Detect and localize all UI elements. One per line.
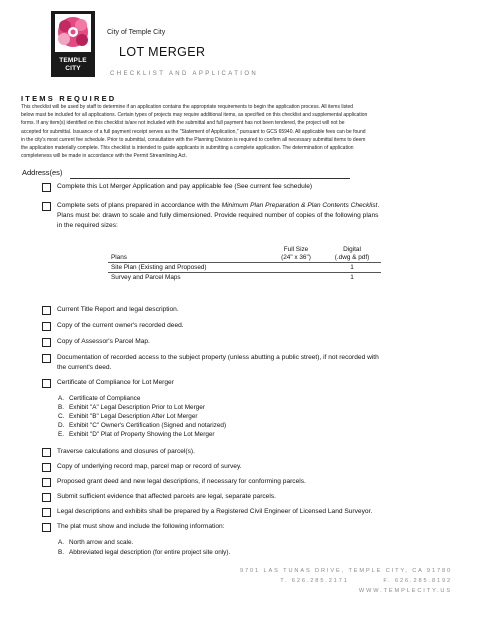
col-full-size-label: Full Size (283, 246, 309, 253)
plan-checklist-title: Minimum Plan Preparation & Plan Contents Checklist (221, 202, 378, 209)
item-owner-deed: Copy of the current owner's recorded deed. (57, 322, 184, 329)
intro-line: below must be included for all applications. Certain types of projects may require additional items, as specified on this checklist and supplemental application (21, 112, 368, 119)
items-required-heading: ITEMS REQUIRED (21, 94, 117, 103)
checkbox-title-report[interactable] (42, 306, 51, 315)
checkbox-certificate[interactable] (42, 379, 51, 388)
document-title: LOT MERGER (119, 45, 206, 59)
document-subtitle: CHECKLIST AND APPLICATION (110, 71, 259, 77)
col-digital-format: (.dwg & pdf) (334, 254, 370, 261)
item-access-line2: the current's deed. (57, 364, 112, 371)
list-text: North arrow and scale. (69, 539, 134, 546)
item-plat-requirements: The plat must show and include the following information: (57, 523, 225, 530)
plan-digital-count: 1 (350, 274, 354, 281)
intro-line: forms. If any item(s) identified on this checklist is/are not included with the submittal and full payment has not been tendered, the project will not be (21, 120, 345, 127)
list-item (58, 421, 226, 430)
logo-text-city: CITY (65, 65, 81, 72)
address-field[interactable] (70, 178, 350, 179)
item-access-documentation (57, 353, 462, 373)
item-plan-sets-line1 (57, 201, 462, 211)
col-header-full-size (269, 246, 323, 263)
item-plan-sets-period: . (377, 202, 380, 209)
list-letter: B. (58, 549, 65, 556)
checkbox-parcel-map[interactable] (42, 338, 51, 347)
logo-text-temple: TEMPLE (59, 57, 87, 64)
item-plan-sets-line3: in the required sizes: (57, 222, 118, 229)
plan-digital-count: 1 (323, 263, 381, 273)
item-application-fee: Complete this Lot Merger Application and pay applicable fee (See current fee schedule) (57, 183, 313, 190)
list-text: Exhibit "A" Legal Description Prior to Lot Merger (69, 404, 205, 411)
item-access-line1: Documentation of recorded access to the subject property (unless abutting a public street), if not recorded with (57, 354, 379, 361)
checkbox-access-docs[interactable] (42, 354, 51, 363)
table-row (108, 263, 381, 273)
camellia-flower-icon (55, 14, 91, 52)
intro-line: in the city's most current fee schedule. Prior to submittal, consultation with the Planning Division is required to confirm all necessary submittal items to deem (21, 136, 366, 143)
plan-full-count (269, 273, 323, 283)
list-item (58, 548, 230, 557)
plans-table (108, 246, 381, 282)
list-letter: E. (58, 431, 65, 438)
list-text: Exhibit "B" Legal Description After Lot Merger (69, 413, 198, 420)
checkbox-traverse[interactable] (42, 448, 51, 457)
list-item (58, 430, 215, 439)
item-plan-sets-text: Complete sets of plans prepared in accordance with the (57, 202, 222, 209)
intro-line: accepted for submittal. Issuance of a full payment receipt serves as the "Statement of Application," pursuant to GCS 65940. All applicable fees can be found (21, 128, 366, 135)
list-letter: D. (58, 422, 65, 429)
footer-phones: T. 626.285.2171 F. 626.285.8192 (280, 578, 452, 584)
city-name: City of Temple City (107, 29, 166, 36)
item-legal-parcels: Submit sufficient evidence that affected parcels are legal, separate parcels. (57, 493, 276, 500)
col-full-size-dim: (24" x 36") (281, 254, 311, 261)
item-assessor-map: Copy of Assessor's Parcel Map. (57, 338, 150, 345)
checkbox-legal-descriptions[interactable] (42, 508, 51, 517)
list-text: Abbreviated legal description (for entire project site only). (69, 549, 231, 556)
table-row (108, 273, 381, 283)
list-text: Exhibit "D" Plat of Property Showing the Lot Merger (69, 431, 215, 438)
checkbox-legal-parcels[interactable] (42, 493, 51, 502)
col-digital-label: Digital (343, 246, 361, 253)
list-text: Certificate of Compliance (69, 395, 141, 402)
plans-table-header (108, 246, 381, 263)
checkbox-record-map[interactable] (42, 463, 51, 472)
list-item (58, 403, 205, 412)
item-certificate-of-compliance: Certificate of Compliance for Lot Merger (57, 379, 174, 386)
intro-line: the application materially complete. This checklist is intended to guide applicants in submitting a complete application. The determination of application (21, 145, 354, 152)
list-letter: B. (58, 404, 65, 411)
plan-full-count (269, 263, 323, 273)
intro-line: This checklist will be used by staff to determine if an application contains the appropriate requirements to begin the application process. All items listed (21, 104, 354, 110)
address-label: Address(es) (22, 168, 63, 177)
checkbox-plat[interactable] (42, 523, 51, 532)
item-record-map: Copy of underlying record map, parcel map or record of survey. (57, 463, 242, 470)
intro-paragraph (21, 103, 461, 160)
checkbox-fee[interactable] (42, 183, 51, 192)
footer-address: 9701 LAS TUNAS DRIVE, TEMPLE CITY, CA 91780 (240, 568, 452, 574)
checkbox-grant-deed[interactable] (42, 478, 51, 487)
checkbox-plans[interactable] (42, 202, 51, 211)
item-traverse-calculations: Traverse calculations and closures of parcel(s). (57, 448, 195, 455)
col-header-plans: Plans (108, 246, 269, 263)
list-letter: A. (58, 539, 65, 546)
item-plan-sets (57, 201, 462, 231)
item-plan-sets-line2: Plans must be: drawn to scale and fully dimensioned. Provide required number of copies of the following plans (57, 212, 379, 219)
list-item (58, 538, 133, 547)
item-legal-descriptions: Legal descriptions and exhibits shall be prepared by a Registered Civil Engineer of Licensed Land Surveyor. (57, 508, 373, 515)
list-item (58, 394, 140, 403)
item-grant-deed: Proposed grant deed and new legal descriptions, if necessary for conforming parcels. (57, 478, 306, 485)
item-title-report: Current Title Report and legal description. (57, 306, 179, 313)
checkbox-owner-deed[interactable] (42, 322, 51, 331)
list-letter: C. (58, 413, 65, 420)
col-header-digital (323, 246, 381, 263)
list-item (58, 412, 198, 421)
list-letter: A. (58, 395, 65, 402)
plan-name: Survey and Parcel Maps (111, 274, 181, 281)
temple-city-logo (51, 11, 95, 77)
plan-name: Site Plan (Existing and Proposed) (108, 263, 269, 273)
footer-website[interactable]: WWW.TEMPLECITY.US (358, 588, 452, 594)
intro-line: completeness will be made in accordance with the Permit Streamlining Act. (21, 153, 187, 160)
list-text: Exhibit "C" Owner's Certification (Signed and notarized) (69, 422, 227, 429)
